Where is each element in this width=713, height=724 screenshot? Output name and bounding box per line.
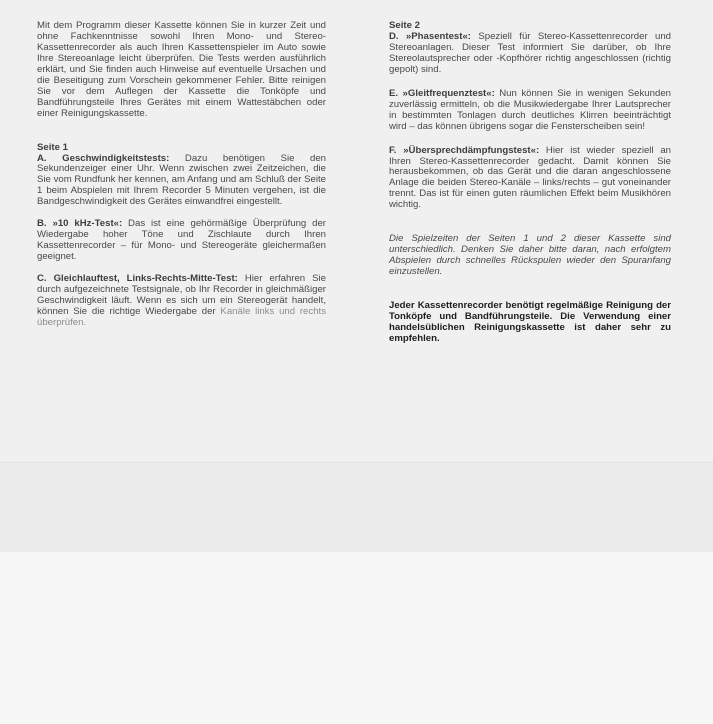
test-d-text: Speziell für Stereo-Kassettenrecorder und Stereoanlagen. Dieser Test informiert Sie darüber, ob Ihre Stereolautsprecher oder -Kopfhörer richtig angeschlossen (richtig gepolt) sind. [389, 30, 672, 75]
test-b-title: B. »10 kHz-Test«: [37, 218, 123, 230]
test-f-paragraph [389, 146, 671, 212]
test-a-title: A. Geschwindigkeitstests: [37, 152, 170, 164]
test-c-title: C. Gleichlauftest, Links-Rechts-Mitte-Test: [37, 273, 238, 285]
right-column [389, 21, 671, 345]
blank-lower-panel [0, 552, 713, 724]
test-b-paragraph [37, 219, 326, 263]
test-e-paragraph [389, 89, 671, 133]
test-a-text: Dazu benötigen Sie den Sekundenzeiger einer Uhr. Wenn zwischen zwei Zeitzeichen, die Sie vom Rundfunk her kennen, am Anfang und am Schluß der Seite 1 beim Abspielen mit Ihrem Recorder 5 Minuten vergehen, ist die Bandgeschwindigkeit des Gerätes einwandfrei eingestellt. [37, 152, 327, 208]
test-e-text: Nun können Sie in wenigen Sekunden zuverlässig ermitteln, ob die Musikwiedergabe Ihrer Lautsprecher in bestimmten Tonlagen durch deutliches Klirren beeinträchtigt wird – das können übrigens sogar die Fensterscheiben sein! [389, 87, 671, 132]
test-c-text-faded: Kanäle links und rechts überprüfen. [37, 305, 326, 328]
test-f-text: Hier ist wieder speziell an Ihren Stereo-Kassettenrecorder gedacht. Damit können Sie herausbekommen, ob das Gerät und die daran angeschlossene Anlage die beiden Stereo-Kanäle – links/rechts – gut voneinander trennt. Das ist für einen guten räumlichen Effekt beim Musikhören wichtig. [389, 144, 671, 211]
test-c-text: Hier erfahren Sie durch aufgezeichnete Testsignale, ob Ihr Recorder in gleichmäßiger Geschwindigkeit läuft. Wenn es sich um ein Stereogerät handelt, können Sie die richtige Wiedergabe der [37, 273, 326, 317]
test-a-paragraph [37, 154, 326, 209]
test-b-text: Das ist eine gehörmäßige Überprüfung der Wiedergabe hoher Töne und Zischlaute durch Ihren Kassettenrecorder – für Mono- und Stereogeräte gleichermaßen geeignet. [37, 218, 326, 263]
test-e-title: E. »Gleitfrequenztest«: [389, 87, 495, 99]
left-column [37, 21, 326, 329]
test-d-title: D. »Phasentest«: [389, 30, 471, 42]
test-d-paragraph [389, 32, 671, 76]
cleaning-notice: Jeder Kassettenrecorder benötigt regelmäßige Reinigung der Tonköpfe und Bandführungsteile. Die Verwendung einer handelsüblichen Reinigungskassette ist daher sehr zu empfehlen. [389, 300, 671, 344]
side-1-heading: Seite 1 [37, 141, 68, 153]
side-2-heading: Seite 2 [389, 20, 420, 31]
test-c-paragraph [37, 274, 326, 329]
playtime-note: Die Spielzeiten der Seiten 1 und 2 dieser Kassette sind unterschiedlich. Denken Sie daher bitte daran, nach erfolgtem Abspielen durch schnelles Rückspulen wieder den Spuranfang einzustellen. [389, 233, 671, 278]
fold-band [0, 462, 713, 553]
test-f-title: F. »Übersprechdämpfungstest«: [389, 144, 540, 156]
intro-paragraph: Mit dem Programm dieser Kassette können Sie in kurzer Zeit und ohne Fachkenntnisse sowohl Ihren Mono- und Stereo-Kassettenrecorder als auch Ihren Kassettenspieler im Auto sowie Ihre Stereoanlage leicht überprüfen. Die Tests werden ausführlich erklärt, und Sie finden auch Hinweise auf eventuelle Ursachen und die Beseitigung zum Vorschein gekommener Fehler. Bitte reinigen Sie vor dem Auflegen der Kassette die Tonköpfe und Bandführungsteile Ihres Gerätes mit einem Wattestäbchen oder einer Reinigungskassette. [37, 20, 326, 119]
